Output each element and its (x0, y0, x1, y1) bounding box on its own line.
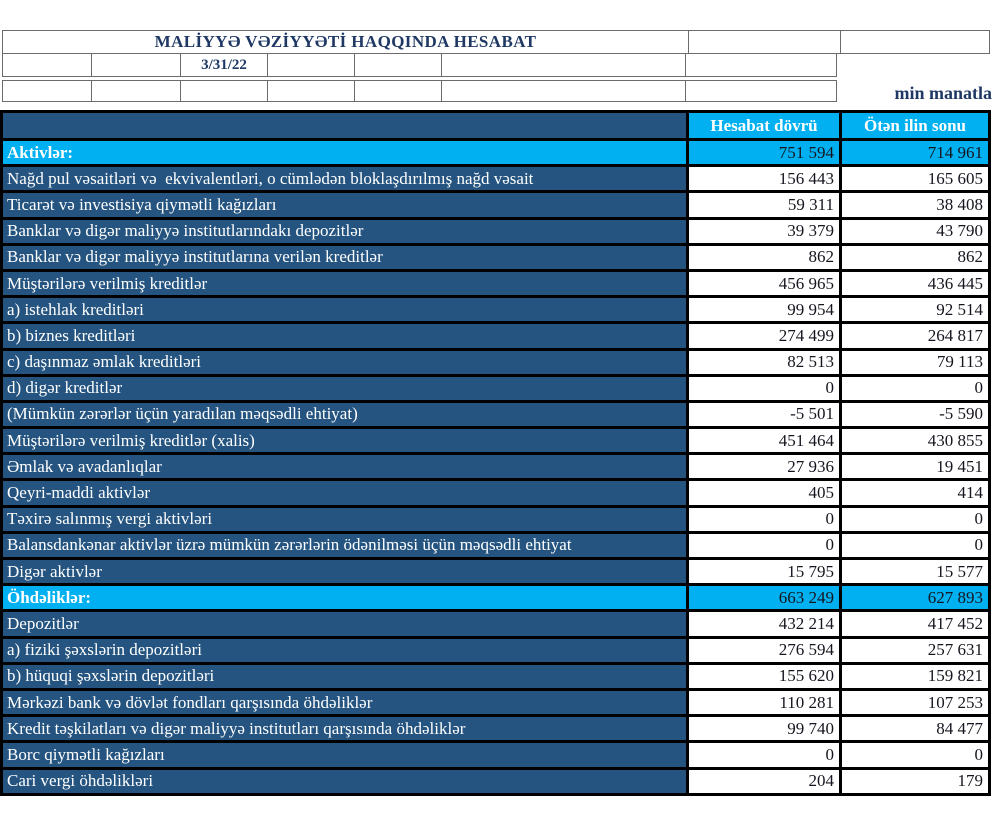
row-value-current: 751 594 (689, 141, 839, 164)
row-value-previous: 436 445 (842, 272, 988, 295)
row-value-current: 451 464 (689, 429, 839, 452)
row-value-current: 155 620 (689, 665, 839, 688)
row-label: Balansdankənar aktivlər üzrə mümkün zərərlərin ödənilməsi üçün məqsədli ehtiyat (3, 534, 686, 557)
row-value-current: 405 (689, 481, 839, 504)
row-value-previous: 414 (842, 481, 988, 504)
grid-cell (685, 80, 837, 102)
grid-cell (685, 53, 837, 77)
row-value-current: 0 (689, 377, 839, 400)
row-value-previous: 43 790 (842, 220, 988, 243)
row-value-previous: 79 113 (842, 351, 988, 374)
row-value-current: 27 936 (689, 455, 839, 478)
grid-cell (688, 30, 841, 54)
column-header-current-period: Hesabat dövrü (689, 113, 839, 138)
row-value-current: 59 311 (689, 193, 839, 216)
row-label: Ticarət və investisiya qiymətli kağızları (3, 193, 686, 216)
row-value-previous: 714 961 (842, 141, 988, 164)
row-value-previous: 257 631 (842, 639, 988, 662)
row-value-previous: 84 477 (842, 717, 988, 740)
row-value-previous: 0 (842, 377, 988, 400)
row-value-current: 156 443 (689, 167, 839, 190)
row-label: Müştərilərə verilmiş kreditlər (3, 272, 686, 295)
grid-cell (441, 53, 686, 77)
row-value-current: 0 (689, 743, 839, 766)
row-value-previous: 0 (842, 508, 988, 531)
row-value-previous: 0 (842, 534, 988, 557)
grid-cell (441, 80, 686, 102)
row-value-previous: 107 253 (842, 691, 988, 714)
grid-cell (91, 53, 181, 77)
grid-cell (2, 80, 92, 102)
row-label: Kredit təşkilatları və digər maliyyə institutları qarşısında öhdəliklər (3, 717, 686, 740)
section-row-label: Aktivlər: (3, 141, 686, 164)
table-corner-cell (3, 113, 686, 138)
row-label: b) hüquqi şəxslərin depozitləri (3, 665, 686, 688)
column-header-previous-year-end: Ötən ilin sonu (842, 113, 988, 138)
row-label: a) fiziki şəxslərin depozitləri (3, 639, 686, 662)
row-value-current: 862 (689, 246, 839, 269)
row-value-previous: 862 (842, 246, 988, 269)
row-label: Banklar və digər maliyyə institutlarına verilən kreditlər (3, 246, 686, 269)
row-value-current: 274 499 (689, 324, 839, 347)
row-value-current: 15 795 (689, 560, 839, 583)
row-value-previous: 15 577 (842, 560, 988, 583)
row-label: Borc qiymətli kağızları (3, 743, 686, 766)
section-row-label: Öhdəliklər: (3, 586, 686, 609)
row-value-current: 110 281 (689, 691, 839, 714)
grid-cell (2, 53, 92, 77)
grid-cell (267, 80, 355, 102)
grid-cell (180, 80, 268, 102)
row-value-current: 82 513 (689, 351, 839, 374)
title-row (2, 30, 990, 54)
row-value-current: 276 594 (689, 639, 839, 662)
row-value-previous: 627 893 (842, 586, 988, 609)
row-value-current: 0 (689, 534, 839, 557)
row-value-current: -5 501 (689, 403, 839, 426)
row-value-previous: 92 514 (842, 298, 988, 321)
row-value-current: 663 249 (689, 586, 839, 609)
unit-note: min manatla (894, 83, 992, 103)
row-label: b) biznes kreditləri (3, 324, 686, 347)
row-label: c) daşınmaz əmlak kreditləri (3, 351, 686, 374)
report-date: 3/31/22 (180, 53, 268, 77)
row-label: a) istehlak kreditləri (3, 298, 686, 321)
row-value-current: 0 (689, 508, 839, 531)
row-value-previous: 417 452 (842, 612, 988, 635)
row-label: (Mümkün zərərlər üçün yaradılan məqsədli ehtiyat) (3, 403, 686, 426)
row-label: Cari vergi öhdəlikləri (3, 770, 686, 793)
row-value-previous: 165 605 (842, 167, 988, 190)
row-value-previous: 0 (842, 743, 988, 766)
grid-cell (354, 80, 442, 102)
row-label: Qeyri-maddi aktivlər (3, 481, 686, 504)
row-label: Depozitlər (3, 612, 686, 635)
row-value-current: 432 214 (689, 612, 839, 635)
report-title: MALİYYƏ VƏZİYYƏTİ HAQQINDA HESABAT (2, 30, 689, 54)
row-label: Banklar və digər maliyyə institutlarındakı depozitlər (3, 220, 686, 243)
row-value-previous: 38 408 (842, 193, 988, 216)
row-label: d) digər kreditlər (3, 377, 686, 400)
row-label: Digər aktivlər (3, 560, 686, 583)
row-value-current: 99 740 (689, 717, 839, 740)
grid-cell (267, 53, 355, 77)
row-label: Müştərilərə verilmiş kreditlər (xalis) (3, 429, 686, 452)
row-label: Təxirə salınmış vergi aktivləri (3, 508, 686, 531)
row-value-previous: -5 590 (842, 403, 988, 426)
financial-statement-table (0, 110, 991, 796)
row-value-previous: 264 817 (842, 324, 988, 347)
row-value-previous: 430 855 (842, 429, 988, 452)
date-row (2, 53, 990, 77)
row-label: Əmlak və avadanlıqlar (3, 455, 686, 478)
header-grid (2, 30, 990, 102)
row-value-previous: 159 821 (842, 665, 988, 688)
row-value-previous: 179 (842, 770, 988, 793)
row-label: Nağd pul vəsaitləri və ekvivalentləri, o cümlədən bloklaşdırılmış nağd vəsait (3, 167, 686, 190)
row-value-previous: 19 451 (842, 455, 988, 478)
grid-cell (91, 80, 181, 102)
empty-grid-row (2, 80, 990, 102)
row-value-current: 39 379 (689, 220, 839, 243)
row-label: Mərkəzi bank və dövlət fondları qarşısında öhdəliklər (3, 691, 686, 714)
grid-cell (840, 30, 990, 54)
row-value-current: 456 965 (689, 272, 839, 295)
grid-cell (354, 53, 442, 77)
row-value-current: 99 954 (689, 298, 839, 321)
row-value-current: 204 (689, 770, 839, 793)
